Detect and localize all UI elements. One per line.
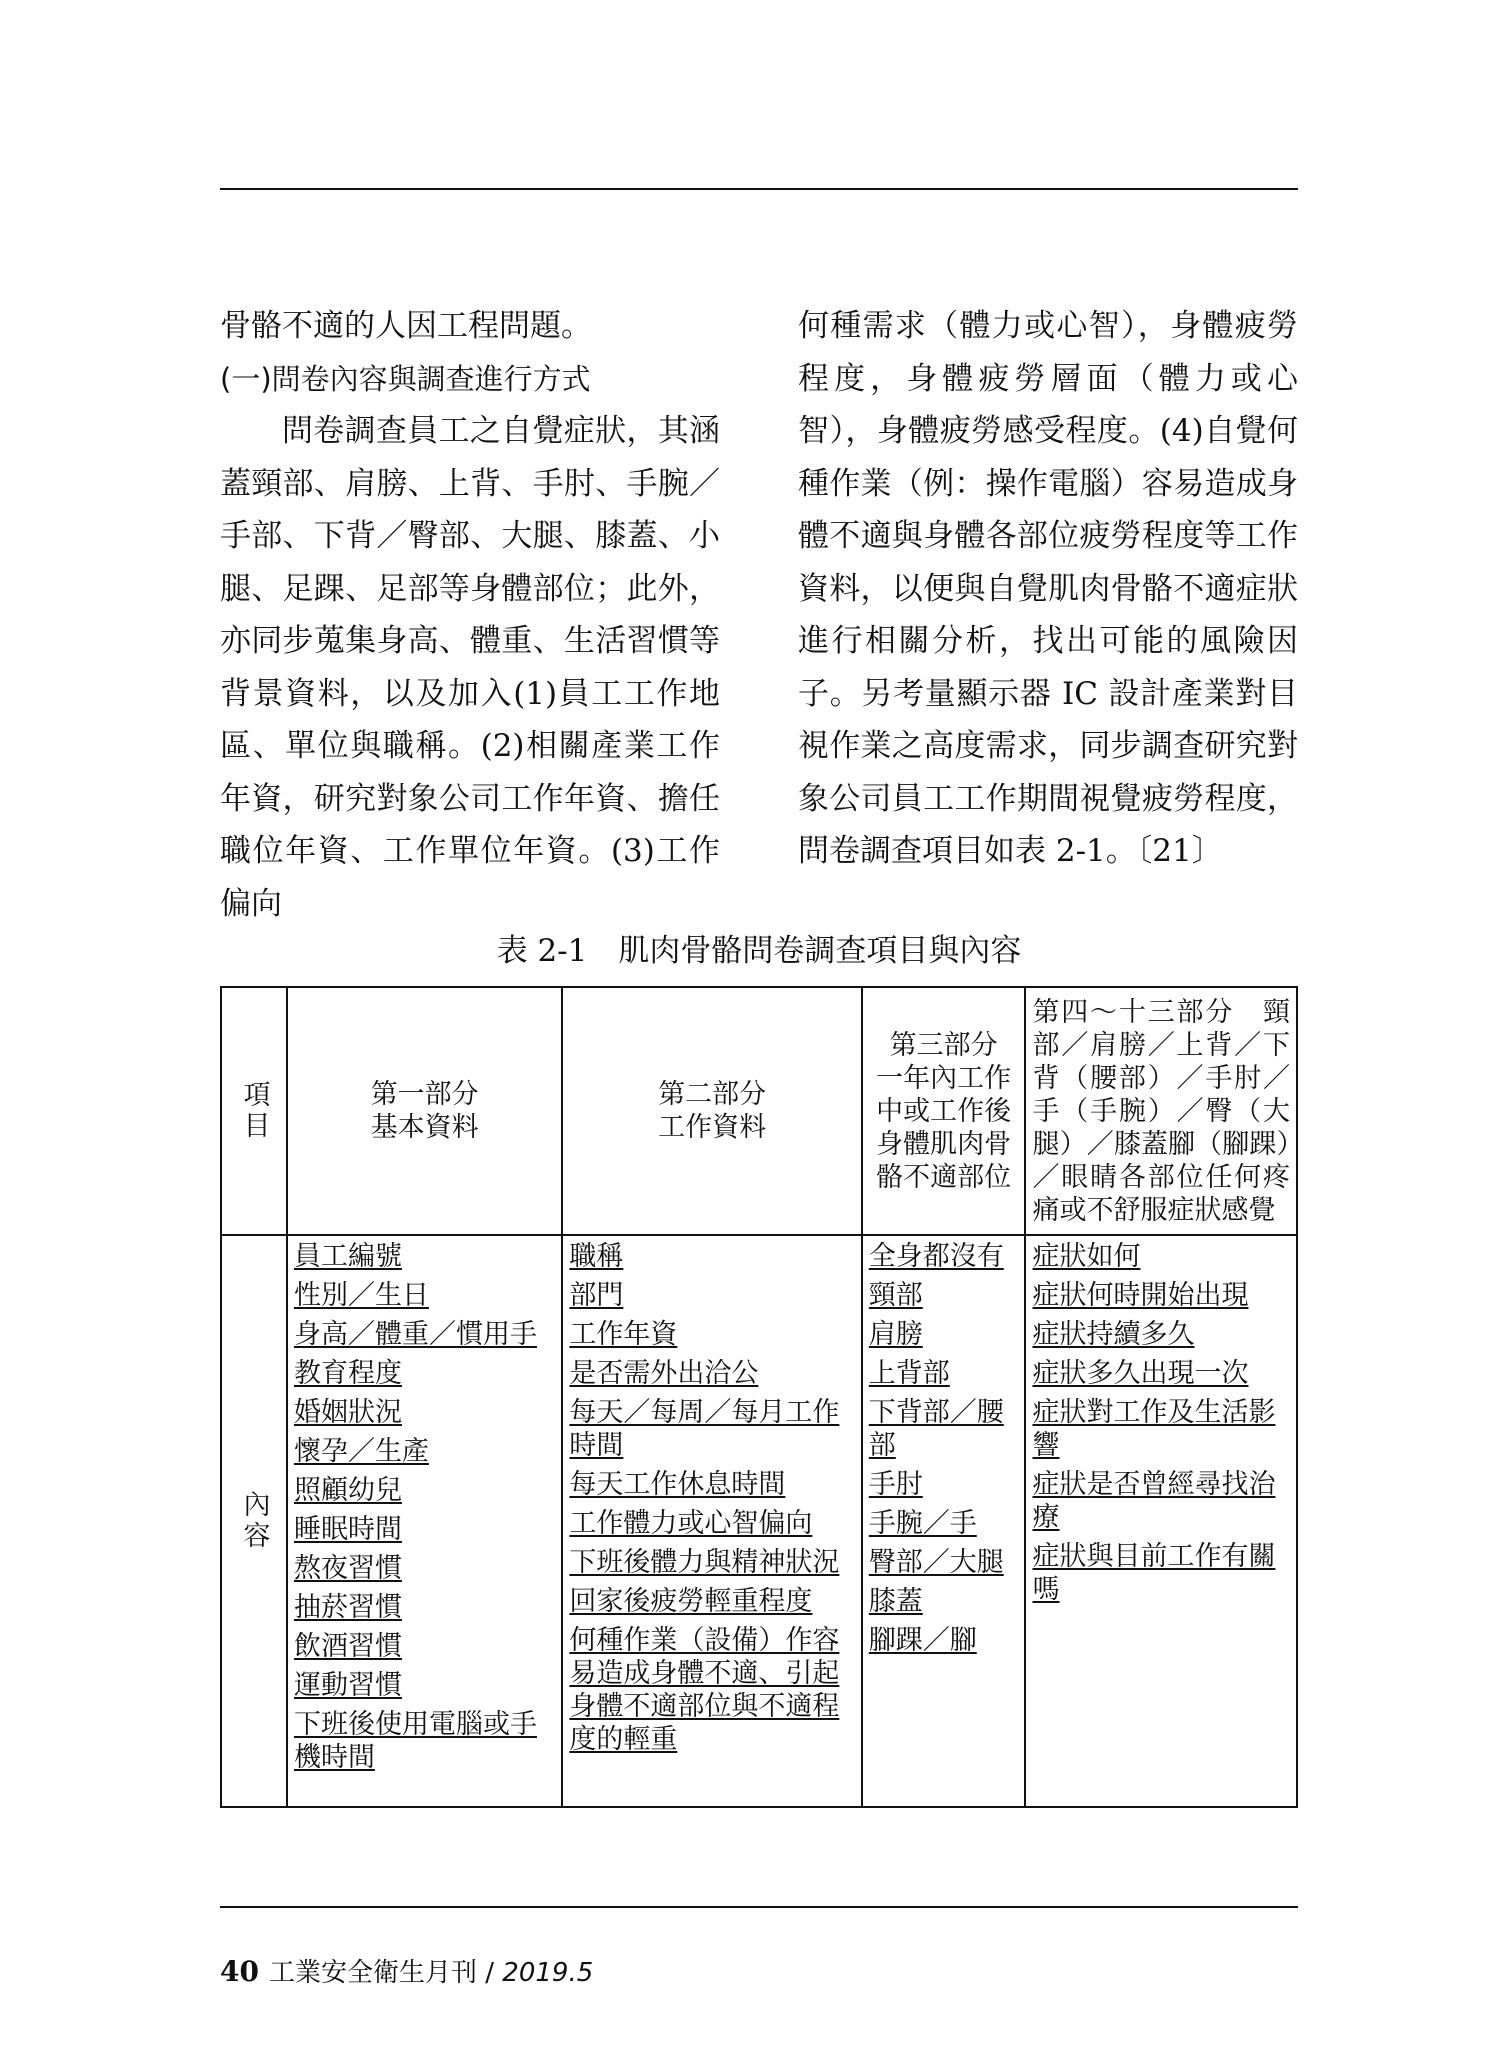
list-item: 症狀持續多久 [1032, 1319, 1195, 1350]
list-item: 症狀對工作及生活影響 [1032, 1397, 1276, 1461]
part3-items-cell [862, 1235, 1026, 1807]
list-item: 性別／生日 [293, 1280, 429, 1311]
header-part3-title: 第三部分 [889, 1029, 998, 1061]
header-item-label [221, 987, 287, 1235]
list-item: 照顧幼兒 [293, 1475, 402, 1506]
list-item: 全身都沒有 [868, 1241, 1004, 1272]
header-part1-title: 第一部分 [370, 1079, 479, 1110]
list-item: 上背部 [868, 1358, 950, 1389]
table-header-row [221, 987, 1297, 1235]
header-part3-sub: 一年內工作中或工作後身體肌肉骨骼不適部位 [876, 1062, 1012, 1193]
list-item: 每天工作休息時間 [569, 1469, 786, 1500]
list-item: 手腕／手 [868, 1508, 977, 1539]
list-item: 工作年資 [569, 1319, 678, 1350]
list-item: 熬夜習慣 [293, 1553, 402, 1584]
table-caption: 表 2-1 肌肉骨骼問卷調查項目與內容 [496, 933, 1022, 969]
survey-table [220, 986, 1298, 1808]
list-item: 肩膀 [868, 1319, 923, 1350]
list-item: 職稱 [569, 1241, 624, 1272]
part4-items-cell [1025, 1235, 1297, 1807]
list-item: 症狀是否曾經尋找治療 [1032, 1469, 1276, 1533]
header-item-text: 項目 [238, 1080, 270, 1142]
section-subheading: (一)問卷內容與調查進行方式 [220, 361, 591, 396]
list-item: 運動習慣 [293, 1670, 402, 1701]
header-part3 [862, 987, 1026, 1235]
list-item: 抽菸習慣 [293, 1592, 402, 1623]
list-item: 懷孕／生產 [293, 1436, 429, 1467]
page-footer [220, 1952, 593, 1989]
list-item: 婚姻狀況 [293, 1397, 402, 1428]
list-item: 手肘 [868, 1469, 923, 1500]
list-item: 症狀如何 [1032, 1241, 1141, 1272]
list-item: 工作體力或心智偏向 [569, 1508, 813, 1539]
list-item: 部門 [569, 1280, 624, 1311]
header-part2 [562, 987, 861, 1235]
list-item: 下背部／腰部 [868, 1397, 1004, 1461]
list-item: 腳踝／腳 [868, 1625, 977, 1656]
footer-separator: / [476, 1958, 503, 1988]
list-item: 下班後使用電腦或手機時間 [293, 1709, 537, 1773]
list-item: 下班後體力與精神狀況 [569, 1547, 840, 1578]
right-paragraph: 何種需求（體力或心智），身體疲勞程度，身體疲勞層面（體力或心智），身體疲勞感受程度。(4)自覺何種作業（例：操作電腦）容易造成身體不適與身體各部位疲勞程度等工作資料，以便與自覺肌肉骨骼不適症狀進行相關分析，找出可能的風險因子。另考量顯示器 IC 設計產業對目視作業之高度需求，同步調查研究對象公司員工工作期間視覺疲勞程度，問卷調查項目如表 2-1。〔21〕 [798, 308, 1298, 869]
header-rule [220, 188, 1298, 190]
list-item: 症狀何時開始出現 [1032, 1280, 1249, 1311]
list-item: 何種作業（設備）作容易造成身體不適、引起身體不適部位與不適程度的輕重 [569, 1625, 840, 1755]
list-item: 膝蓋 [868, 1586, 923, 1617]
list-item: 飲酒習慣 [293, 1631, 402, 1662]
list-item: 員工編號 [293, 1241, 402, 1272]
publication-title: 工業安全衛生月刊 [268, 1958, 477, 1988]
right-column [798, 300, 1298, 878]
header-part2-sub: 工作資料 [658, 1112, 767, 1143]
content-label-cell [221, 1235, 287, 1807]
header-part1 [287, 987, 562, 1235]
issue-date: 2019.5 [502, 1958, 594, 1988]
left-column [220, 300, 720, 930]
left-paragraph: 問卷調查員工之自覺症狀，其涵蓋頸部、肩膀、上背、手肘、手腕／手部、下背／臀部、大腿、膝蓋、小腿、足踝、足部等身體部位；此外，亦同步蒐集身高、體重、生活習慣等背景資料，以及加入(1)員工工作地區、單位與職稱。(2)相關產業工作年資，研究對象公司工作年資、擔任職位年資、工作單位年資。(3)工作偏向 [220, 413, 720, 922]
list-item: 身高／體重／慣用手 [293, 1319, 537, 1350]
part1-items-cell [287, 1235, 562, 1807]
list-item: 回家後疲勞輕重程度 [569, 1586, 813, 1617]
list-item: 睡眠時間 [293, 1514, 402, 1545]
content-label: 內容 [238, 1490, 270, 1552]
list-item: 頸部 [868, 1280, 923, 1311]
list-item: 教育程度 [293, 1358, 402, 1389]
page-number: 40 [220, 1955, 259, 1988]
part2-items-cell [562, 1235, 861, 1807]
list-item: 是否需外出洽公 [569, 1358, 759, 1389]
list-item: 症狀與目前工作有關嗎 [1032, 1541, 1276, 1605]
list-item: 症狀多久出現一次 [1032, 1358, 1249, 1389]
header-part2-title: 第二部分 [658, 1079, 767, 1110]
footer-rule [220, 1906, 1298, 1908]
list-item: 臀部／大腿 [868, 1547, 1004, 1578]
list-item: 每天／每周／每月工作時間 [569, 1397, 840, 1461]
header-part1-sub: 基本資料 [370, 1112, 479, 1143]
table-content-row [221, 1235, 1297, 1807]
left-line1: 骨骼不適的人因工程問題。 [220, 308, 592, 344]
header-part4: 第四～十三部分 頸部／肩膀／上背／下背（腰部）／手肘／手（手腕）／臀（大腿）／膝蓋腳（腳踝）／眼睛各部位任何疼痛或不舒服症狀感覺 [1025, 987, 1297, 1235]
